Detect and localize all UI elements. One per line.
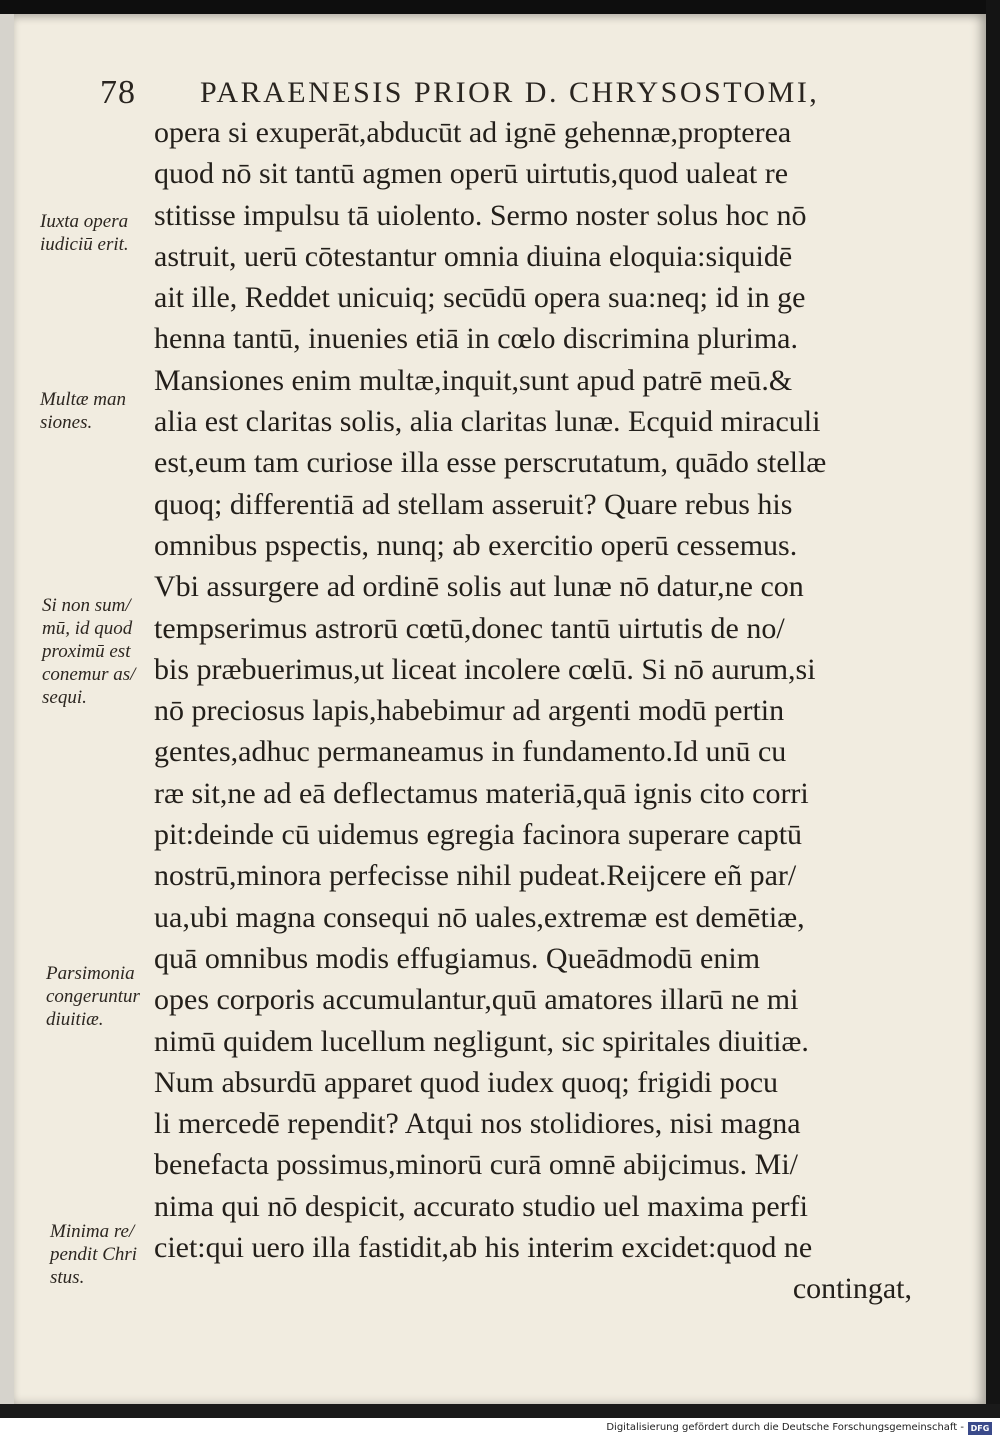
- text-line: opes corporis accumulantur,quū amatores illarū ne mi: [154, 983, 799, 1017]
- marginal-note-line: Minima re/: [50, 1221, 135, 1242]
- marginal-note-line: stus.: [50, 1267, 85, 1288]
- text-line: quā omnibus modis effugiamus. Queādmodū enim: [154, 941, 761, 975]
- dfg-logo: DFG: [968, 1422, 992, 1435]
- text-line: gentes,adhuc permaneamus in fundamento.Id unū cu: [154, 735, 787, 769]
- marginal-note: [50, 1220, 137, 1289]
- marginal-note-line: congeruntur: [46, 986, 140, 1007]
- marginal-note: [40, 388, 126, 434]
- funding-credit: Digitalisierung gefördert durch die Deutsche Forschungsgemeinschaft -: [606, 1422, 964, 1433]
- marginal-note-line: diuitiæ.: [46, 1009, 104, 1030]
- text-line: Mansiones enim multæ,inquit,sunt apud patrē meū.&: [154, 363, 793, 397]
- text-line: pit:deinde cū uidemus egregia facinora superare captū: [154, 818, 803, 852]
- marginal-note: [42, 594, 135, 709]
- text-line: ua,ubi magna consequi nō uales,extremæ est demētiæ,: [154, 900, 805, 934]
- text-line: bis præbuerimus,ut liceat incolere cœlū. Si nō aurum,si: [154, 652, 816, 686]
- text-line: tempserimus astrorū cœtū,donec tantū uirtutis de no/: [154, 611, 785, 645]
- marginal-note-line: Parsimonia: [46, 963, 135, 984]
- text-line: stitisse impulsu tā uiolento. Sermo noster solus hoc nō: [154, 198, 807, 232]
- text-line: alia est claritas solis, alia claritas lunæ. Ecquid miraculi: [154, 405, 821, 439]
- digitization-footer: [0, 1418, 1000, 1440]
- running-title: PARAENESIS PRIOR D. CHRYSOSTOMI,: [200, 76, 820, 109]
- text-line: Num absurdū apparet quod iudex quoq; frigidi pocu: [154, 1065, 779, 1099]
- text-line: est,eum tam curiose illa esse perscrutatum, quādo stellæ: [154, 446, 827, 480]
- marginal-note-line: Si non sum/: [42, 595, 131, 616]
- page-number: 78: [100, 74, 136, 111]
- marginal-note-line: iudiciū erit.: [40, 234, 129, 255]
- text-line: ciet:qui uero illa fastidit,ab his interim excidet:quod ne: [154, 1231, 813, 1265]
- marginal-note-line: siones.: [40, 412, 93, 433]
- marginal-note-line: Iuxta opera: [40, 211, 129, 232]
- text-line: nimū quidem lucellum negligunt, sic spiritales diuitiæ.: [154, 1024, 809, 1058]
- catchword-line: contingat,: [792, 1272, 912, 1306]
- text-line: nima qui nō despicit, accurato studio uel maxima perfi: [154, 1189, 808, 1223]
- main-text: [154, 112, 914, 1310]
- text-line: nō preciosus lapis,habebimur ad argenti modū pertin: [154, 694, 785, 728]
- marginal-note-line: Multæ man: [40, 389, 127, 410]
- text-line: benefacta possimus,minorū curā omnē abijcimus. Mi/: [154, 1148, 799, 1182]
- text-line: henna tantū, inuenies etiā in cœlo discrimina plurima.: [154, 322, 798, 356]
- text-line: li mercedē rependit? Atqui nos stolidiores, nisi magna: [154, 1107, 801, 1141]
- marginal-note: [40, 210, 129, 256]
- text-line: Vbi assurgere ad ordinē solis aut lunæ nō datur,ne con: [154, 570, 804, 604]
- scan-border-right: [986, 0, 1000, 1418]
- marginal-note: [46, 962, 140, 1031]
- text-line: astruit, uerū cōtestantur omnia diuina eloquia:siquidē: [154, 239, 793, 273]
- text-line: quoq; differentiā ad stellam asseruit? Quare rebus his: [154, 487, 793, 521]
- text-line: opera si exuperāt,abducūt ad ignē gehennæ,propterea: [154, 116, 792, 149]
- text-line: ait ille, Reddet unicuiq; secūdū opera sua:neq; id in ge: [154, 281, 806, 315]
- text-line: quod nō sit tantū agmen operū uirtutis,quod ualeat re: [154, 157, 789, 191]
- marginal-note-line: proximū est: [42, 641, 131, 662]
- marginal-note-line: mū, id quod: [42, 618, 133, 639]
- marginal-note-line: conemur as/: [42, 664, 136, 685]
- text-line: ræ sit,ne ad eā deflectamus materiā,quā ignis cito corri: [154, 776, 809, 810]
- scan-border-bottom: [0, 1404, 1000, 1418]
- text-line: nostrū,minora perfecisse nihil pudeat.Reijcere eñ par/: [154, 859, 797, 893]
- marginal-note-line: pendit Chri: [50, 1244, 138, 1265]
- marginal-note-line: sequi.: [42, 687, 87, 708]
- scan-border-top: [0, 0, 1000, 14]
- text-line: omnibus pspectis, nunq; ab exercitio operū cessemus.: [154, 528, 798, 562]
